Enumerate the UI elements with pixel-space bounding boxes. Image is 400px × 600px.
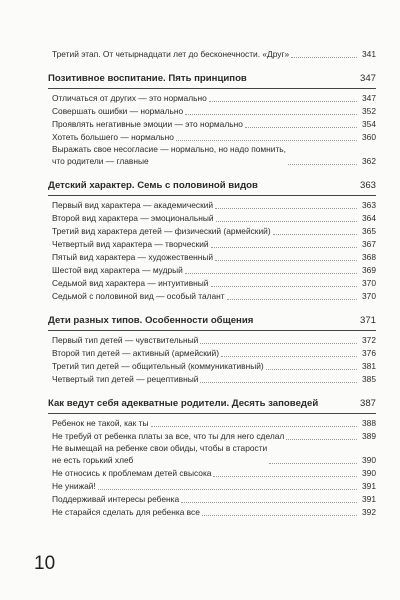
toc-entry-title: Третий этап. От четырнадцати лет до бесконечности. «Друг»: [52, 49, 290, 59]
toc-entry-title: Четвертый вид характера — творческий: [52, 239, 209, 249]
dot-leader: [202, 515, 357, 516]
toc-entry: [52, 467, 376, 479]
chapter-page: 363: [359, 180, 376, 191]
toc-entry: [52, 131, 376, 143]
toc-entry: [52, 277, 376, 289]
dot-leader: [185, 273, 357, 274]
toc-entry-title: Третий вид характера детей — физический (армейский): [52, 226, 271, 236]
dot-leader: [211, 247, 357, 248]
dot-leader: [245, 127, 357, 128]
toc-entry-title: Не унижай!: [52, 481, 96, 491]
dot-leader: [151, 426, 357, 427]
dot-leader: [185, 114, 357, 115]
chapter-page: 371: [359, 315, 376, 326]
dot-leader: [227, 299, 357, 300]
toc-entry-title: Седьмой вид характера — интуитивный: [52, 278, 209, 288]
toc-entry: [52, 144, 376, 167]
toc-entry-title: Ребенок не такой, как ты: [52, 418, 149, 428]
toc-entry: [52, 118, 376, 130]
dot-leader: [288, 164, 357, 165]
dot-leader: [200, 382, 357, 383]
toc-entry-page: 372: [362, 335, 376, 345]
toc-entry-title: [52, 144, 286, 167]
toc-entry-page: 376: [362, 348, 376, 358]
toc-entry-title: Отличаться от других — это нормально: [52, 93, 207, 103]
toc-entry-page: 390: [362, 468, 376, 478]
toc-entry-title: Третий тип детей — общительный (коммуникативный): [52, 361, 264, 371]
toc-entry: [52, 347, 376, 359]
page-number: 10: [34, 553, 56, 574]
toc-entry-title: Совершать ошибки — нормально: [52, 106, 184, 116]
toc-entry-line: Не вымещай на ребенке свои обиды, чтобы в старости: [52, 443, 268, 453]
dot-leader: [200, 343, 357, 344]
toc-entry-page: 367: [362, 239, 376, 249]
table-of-contents: [48, 48, 376, 519]
toc-entry-page: 385: [362, 374, 376, 384]
toc-entry-page: 352: [362, 106, 376, 116]
toc-entry-page: 390: [362, 455, 376, 465]
toc-entry: [52, 443, 376, 466]
toc-chapter-heading: [48, 314, 376, 331]
toc-entry: [52, 199, 376, 211]
toc-entry-title: Не старайся сделать для ребенка все: [52, 507, 200, 517]
toc-entry: [52, 493, 376, 505]
chapter-title: Детский характер. Семь с половиной видов: [48, 180, 258, 191]
toc-entry: [52, 238, 376, 250]
toc-entry-page: 389: [362, 431, 376, 441]
chapter-title: Дети разных типов. Особенности общения: [48, 315, 254, 326]
dot-leader: [211, 286, 358, 287]
toc-entry: [52, 334, 376, 346]
toc-entry: [52, 373, 376, 385]
toc-entry-page: 363: [362, 200, 376, 210]
toc-entry: [52, 480, 376, 492]
toc-entry-page: 370: [362, 278, 376, 288]
toc-entry: [52, 212, 376, 224]
toc-entry-title: Проявлять негативные эмоции — это нормально: [52, 119, 243, 129]
toc-entry-page: 368: [362, 252, 376, 262]
toc-entry-title: Седьмой с половиной вид — особый талант: [52, 291, 225, 301]
toc-entry-title: Пятый вид характера — художественный: [52, 252, 214, 262]
toc-entry-page: 362: [362, 156, 376, 166]
toc-entry-page: 370: [362, 291, 376, 301]
chapter-page: 347: [359, 73, 376, 84]
dot-leader: [221, 356, 357, 357]
toc-chapter-heading: [48, 397, 376, 414]
toc-entry-page: 381: [362, 361, 376, 371]
toc-entry-page: 391: [362, 481, 376, 491]
toc-entry-page: 341: [362, 49, 376, 59]
chapter-title: Как ведут себя адекватные родители. Десять заповедей: [48, 398, 319, 409]
chapter-title: Позитивное воспитание. Пять принципов: [48, 73, 247, 84]
toc-entry: [52, 225, 376, 237]
dot-leader: [286, 439, 357, 440]
toc-entry: [52, 360, 376, 372]
dot-leader: [269, 463, 357, 464]
dot-leader: [273, 234, 357, 235]
dot-leader: [181, 502, 357, 503]
toc-entry-line: что родители — главные: [52, 155, 149, 166]
toc-entry-page: 347: [362, 93, 376, 103]
toc-entry-page: 369: [362, 265, 376, 275]
toc-entry: [52, 105, 376, 117]
dot-leader: [176, 140, 357, 141]
toc-entry-page: 360: [362, 132, 376, 142]
toc-entry-title: Не требуй от ребенка платы за все, что ты для него сделал: [52, 431, 285, 441]
dot-leader: [291, 57, 357, 58]
dot-leader: [215, 208, 357, 209]
toc-entry: [52, 48, 376, 60]
dot-leader: [209, 101, 357, 102]
toc-entry-page: 364: [362, 213, 376, 223]
toc-entry-title: Второй вид характера — эмоциональный: [52, 213, 214, 223]
toc-entry-title: Второй тип детей — активный (армейский): [52, 348, 219, 358]
toc-entry-title: Четвертый тип детей — рецептивный: [52, 374, 199, 384]
toc-entry: [52, 251, 376, 263]
toc-entry: [52, 506, 376, 518]
toc-entry-page: 391: [362, 494, 376, 504]
toc-entry: [52, 417, 376, 429]
toc-entry: [52, 290, 376, 302]
toc-chapter-heading: [48, 72, 376, 89]
toc-entry-page: 392: [362, 507, 376, 517]
toc-entry-title: Не относись к проблемам детей свысока: [52, 468, 212, 478]
toc-chapter-heading: [48, 179, 376, 196]
toc-entry: [52, 264, 376, 276]
toc-entry-page: 354: [362, 119, 376, 129]
toc-entry-page: 388: [362, 418, 376, 428]
dot-leader: [266, 369, 357, 370]
toc-entry-page: 365: [362, 226, 376, 236]
dot-leader: [98, 489, 357, 490]
dot-leader: [213, 476, 357, 477]
dot-leader: [215, 260, 357, 261]
toc-entry-line: Выражать свое несогласие — нормально, но надо помнить,: [52, 144, 286, 154]
toc-entry-title: Первый тип детей — чувствительный: [52, 335, 199, 345]
toc-entry: [52, 430, 376, 442]
chapter-page: 387: [359, 398, 376, 409]
toc-entry-title: Поддерживай интересы ребенка: [52, 494, 180, 504]
toc-entry-line: не есть горький хлеб: [52, 454, 134, 465]
toc-entry-title: Хотеть большего — нормально: [52, 132, 174, 142]
toc-entry-title: Шестой вид характера — мудрый: [52, 265, 183, 275]
toc-entry: [52, 92, 376, 104]
toc-entry-title: [52, 443, 267, 466]
toc-entry-title: Первый вид характера — академический: [52, 200, 214, 210]
dot-leader: [216, 221, 357, 222]
